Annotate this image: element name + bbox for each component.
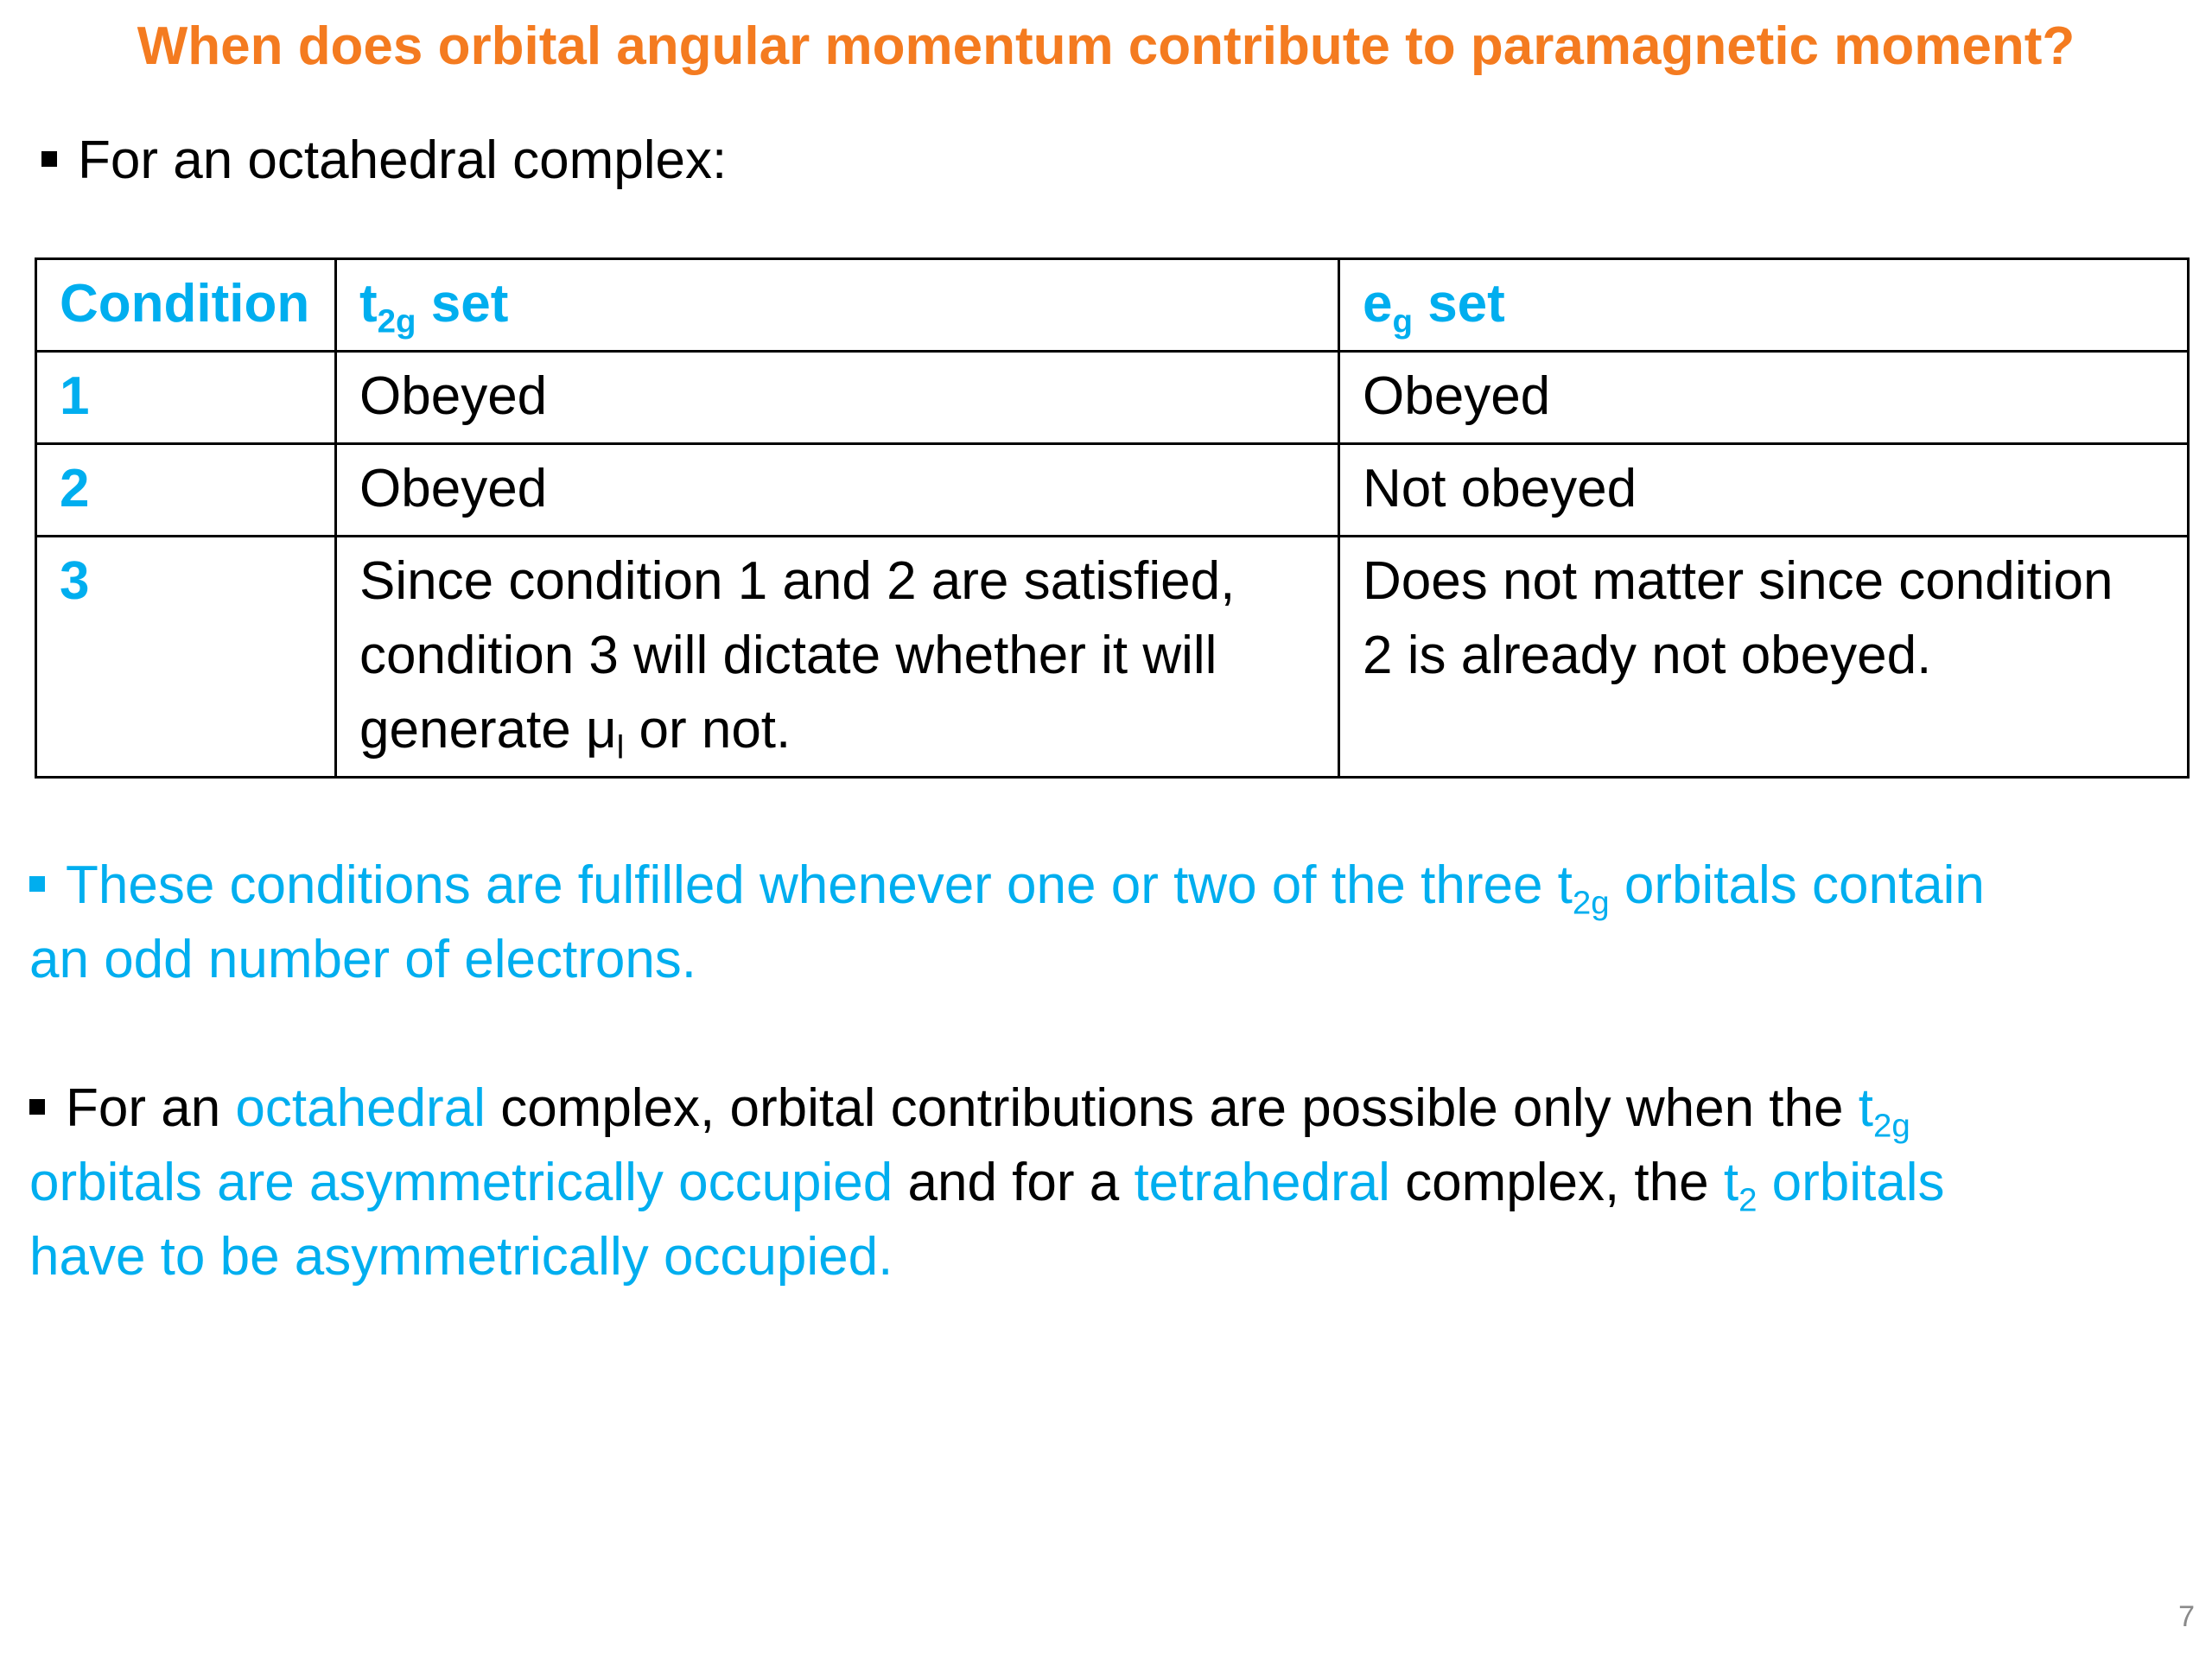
mixed-note-line xyxy=(29,1071,2190,1146)
mu-sub: l xyxy=(616,728,625,766)
mixed-a: For an xyxy=(66,1078,236,1138)
header-t2g-set xyxy=(336,259,1339,352)
row-eg-line: 2 is already not obeyed. xyxy=(1363,626,1932,685)
header-eg-sub: g xyxy=(1392,302,1413,340)
mixed-d-sub: 2g xyxy=(1872,1107,1910,1145)
row-t2g-line xyxy=(359,693,1315,767)
bullet-square-icon xyxy=(29,876,45,892)
mixed-note-line: have to be asymmetrically occupied. xyxy=(29,1227,893,1287)
mixed-j: orbitals xyxy=(1757,1153,1945,1212)
mixed-i-sub: 2 xyxy=(1738,1181,1758,1219)
header-t2g-main: t xyxy=(359,274,378,334)
row-t2g xyxy=(336,537,1339,778)
header-t2g-rest: set xyxy=(416,274,509,334)
row-eg: Not obeyed xyxy=(1339,444,2189,537)
mixed-i-main: t xyxy=(1723,1153,1739,1212)
intro-text: For an octahedral complex: xyxy=(78,130,728,190)
table-row xyxy=(36,537,2189,778)
mu-post: or not. xyxy=(624,700,791,760)
header-t2g-sub: 2g xyxy=(377,302,416,340)
bullet-square-icon xyxy=(41,151,57,167)
row-t2g-line: condition 3 will dictate whether it will xyxy=(359,626,1217,685)
blue-note-line xyxy=(29,849,2190,923)
row-eg xyxy=(1339,537,2189,778)
mixed-c: complex, orbital contributions are possible only when the xyxy=(485,1078,1859,1138)
mixed-f: and for a xyxy=(893,1153,1135,1212)
mixed-b: octahedral xyxy=(235,1078,486,1138)
slide-title: When does orbital angular momentum contribute to paramagnetic moment? xyxy=(137,16,2075,76)
blue-note-sub: 2g xyxy=(1572,884,1610,922)
header-eg-rest: set xyxy=(1412,274,1505,334)
row-eg: Obeyed xyxy=(1339,352,2189,444)
intro-bullet xyxy=(41,130,727,191)
conditions-table xyxy=(35,257,2190,779)
blue-note-line: an odd number of electrons. xyxy=(29,930,697,989)
row-condition: 2 xyxy=(36,444,336,537)
row-t2g: Obeyed xyxy=(336,352,1339,444)
row-condition: 3 xyxy=(36,537,336,778)
blue-note-pre: These conditions are fulfilled whenever one or two of the three t xyxy=(66,855,1573,915)
row-t2g-line: Since condition 1 and 2 are satisfied, xyxy=(359,551,1236,611)
row-t2g: Obeyed xyxy=(336,444,1339,537)
table-row xyxy=(36,352,2189,444)
bullet-square-icon xyxy=(29,1099,45,1115)
page-number: 7 xyxy=(2178,1600,2195,1633)
header-condition: Condition xyxy=(36,259,336,352)
mixed-note-line xyxy=(29,1146,2190,1220)
table-header-row xyxy=(36,259,2189,352)
mu-text: generate μ xyxy=(359,700,617,760)
row-eg-line: Does not matter since condition xyxy=(1363,551,2113,611)
mixed-d-main: t xyxy=(1858,1078,1873,1138)
mixed-h: complex, the xyxy=(1389,1153,1724,1212)
mixed-e: orbitals are asymmetrically occupied xyxy=(29,1153,893,1212)
blue-note-paragraph xyxy=(29,849,2190,997)
mixed-g: tetrahedral xyxy=(1134,1153,1390,1212)
header-eg-set xyxy=(1339,259,2189,352)
row-condition: 1 xyxy=(36,352,336,444)
blue-note-post: orbitals contain xyxy=(1609,855,1985,915)
mixed-note-paragraph xyxy=(29,1071,2190,1294)
table-row xyxy=(36,444,2189,537)
header-eg-main: e xyxy=(1363,274,1393,334)
